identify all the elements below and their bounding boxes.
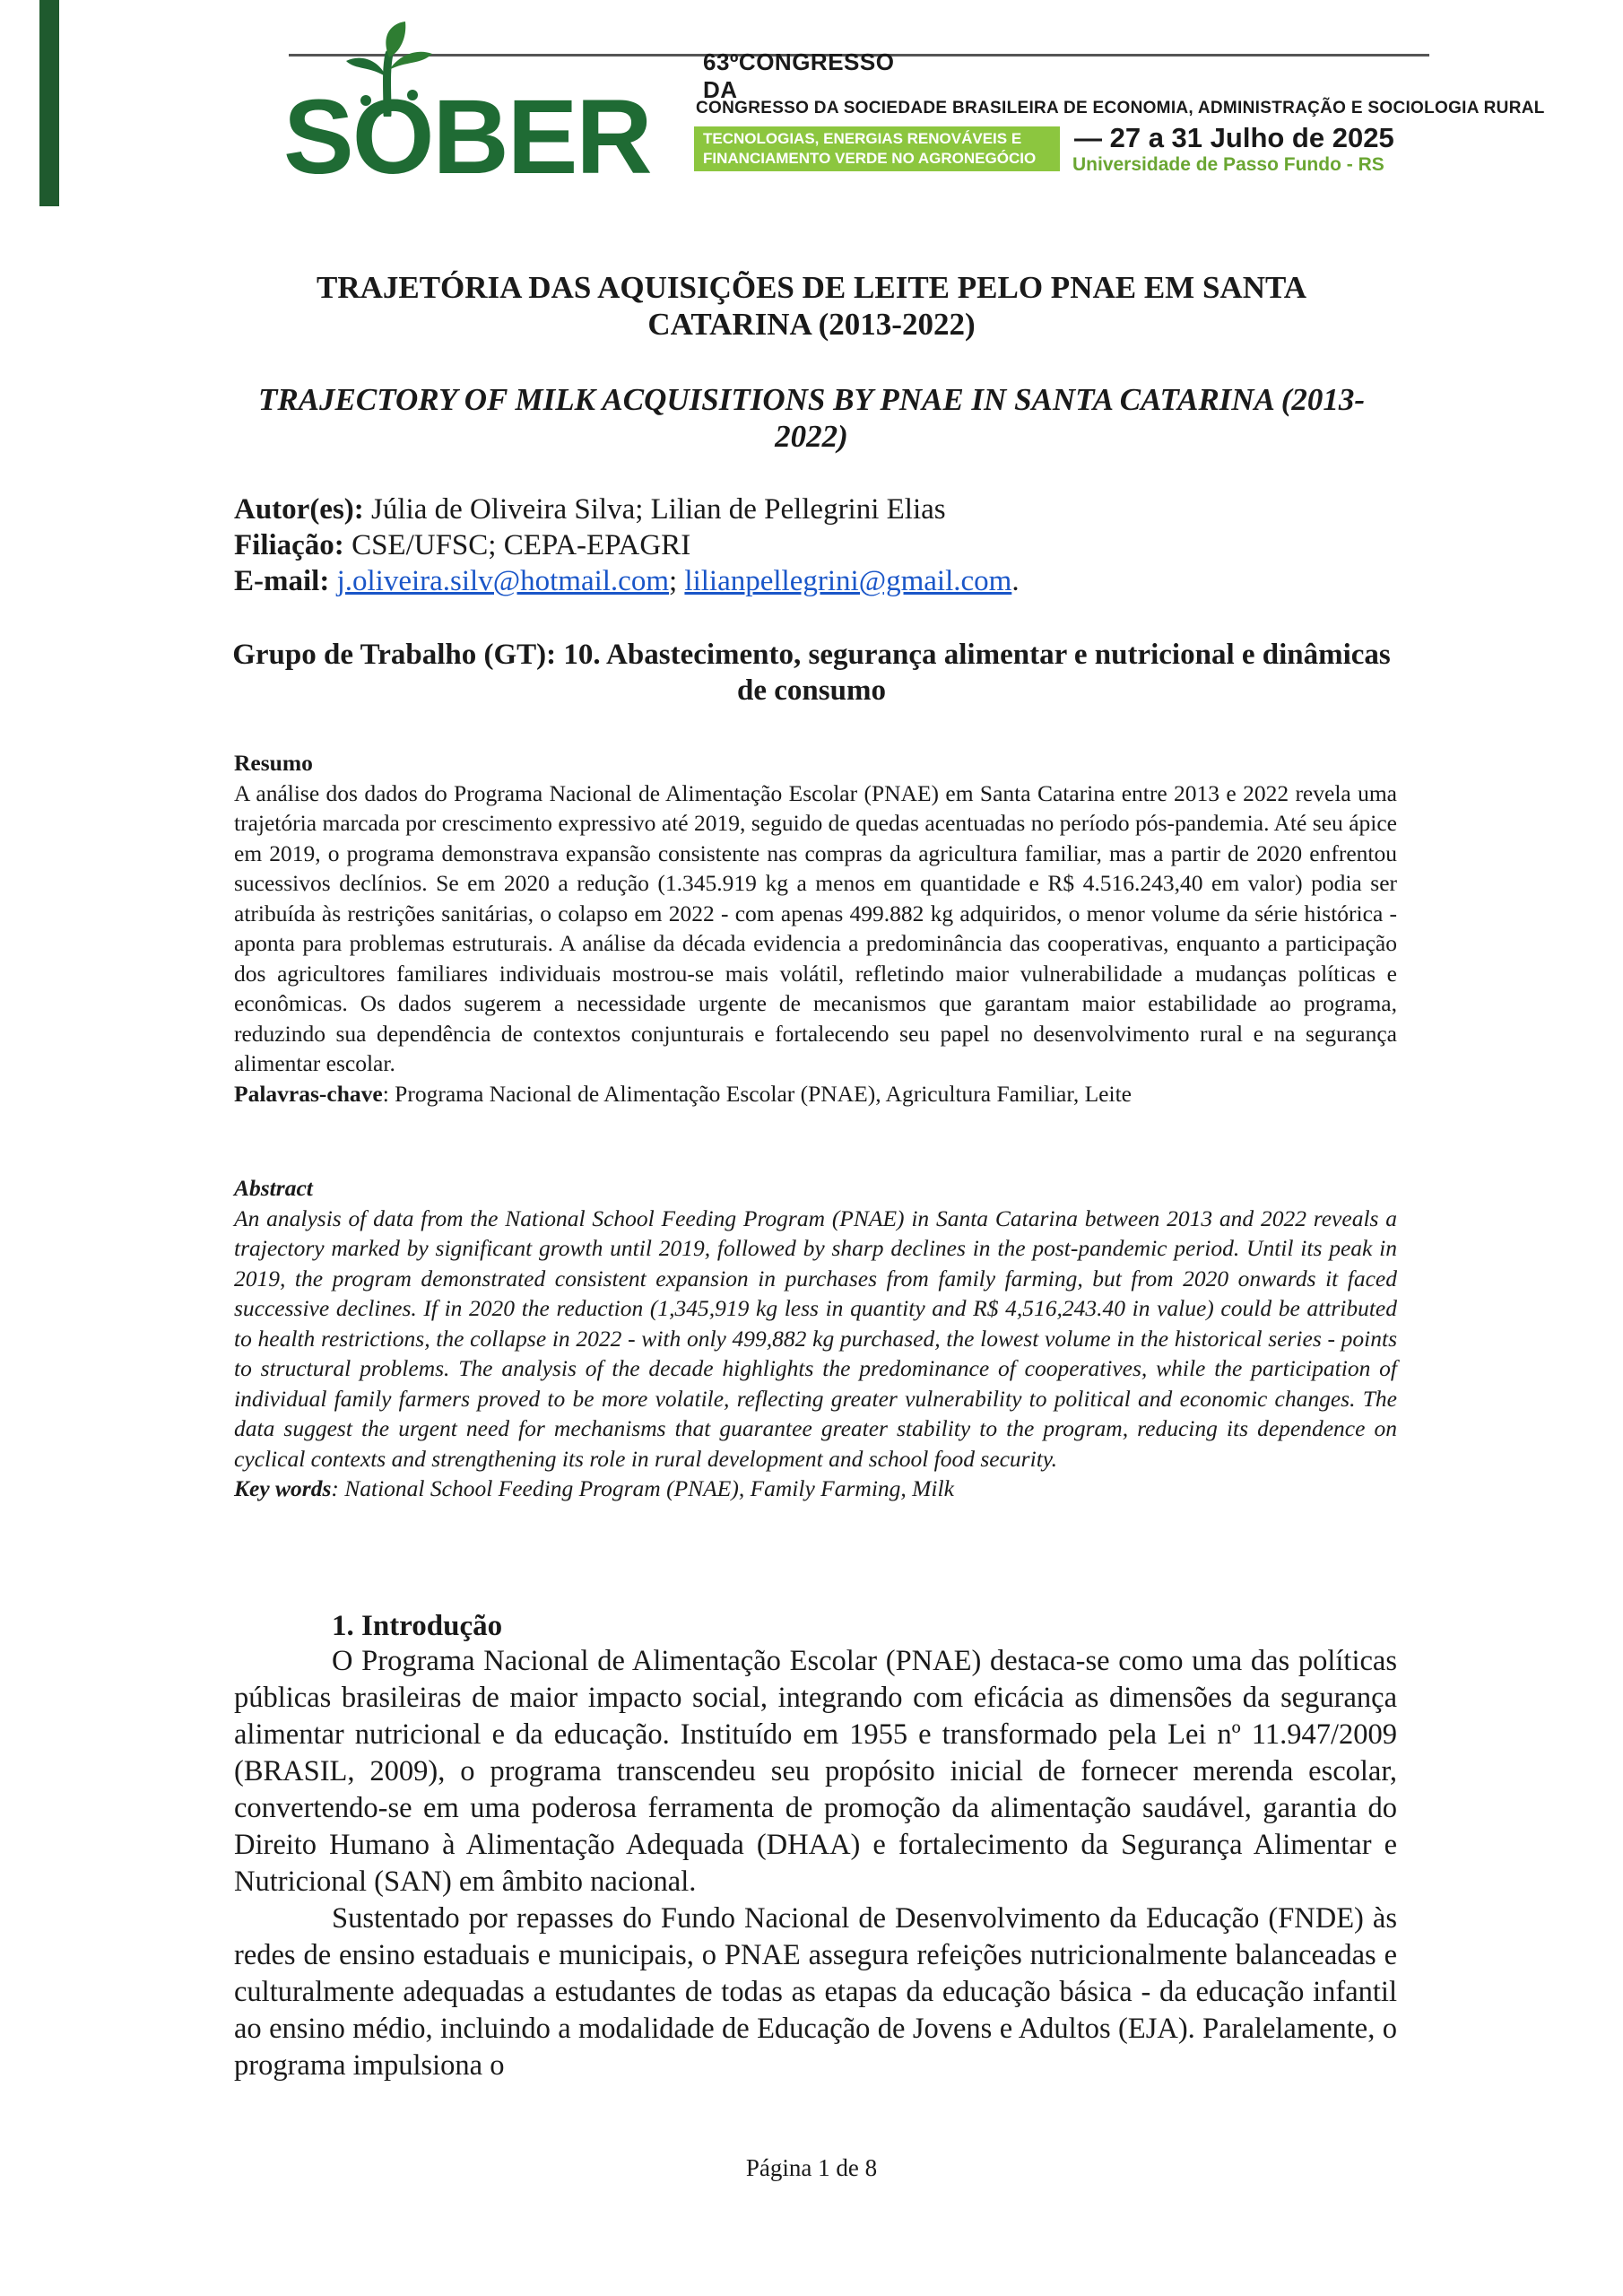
affiliation-label: Filiação: xyxy=(234,529,344,561)
abstract-keywords xyxy=(234,1474,1397,1504)
resumo-keywords xyxy=(234,1079,1397,1109)
title-english: TRAJECTORY OF MILK ACQUISITIONS BY PNAE IN SANTA CATARINA (2013-2022) xyxy=(257,382,1366,454)
introduction-paragraph-1: O Programa Nacional de Alimentação Escolar (PNAE) destaca-se como uma das políticas públicas brasileiras de maior impacto social, integrando com eficácia as dimensões da segurança alimentar nutricional e da educação. Instituído em 1955 e transformado pela Lei nº 11.947/2009 (BRASIL, 2009), o programa transcendeu seu propósito inicial de fornecer merenda escolar, convertendo-se em uma poderosa ferramenta de promoção da alimentação saudável, garantia do Direito Humano à Alimentação Adequada (DHAA) e fortalecimento da Segurança Alimentar e Nutricional (SAN) em âmbito nacional. xyxy=(234,1645,1397,1898)
email-end: . xyxy=(1011,565,1020,597)
introduction-body xyxy=(234,1643,1397,2084)
event-venue: Universidade de Passo Fundo - RS xyxy=(1072,154,1384,175)
email-separator: ; xyxy=(669,565,685,597)
logo-wordmark: SOBER xyxy=(283,78,651,196)
abstract-heading: Abstract xyxy=(234,1175,313,1201)
resumo-text: A análise dos dados do Programa Nacional de Alimentação Escolar (PNAE) em Santa Catarina entre 2013 e 2022 revela uma trajetória marcada por crescimento expressivo até 2019, seguido de quedas acentuadas no período pós-pandemia. Até seu ápice em 2019, o programa demonstrava expansão consistente nas compras da agricultura familiar, mas a partir de 2020 enfrentou sucessivos declínios. Se em 2020 a redução (1.345.919 kg a menos em quantidade e R$ 4.516.243,40 em valor) podia ser atribuída às restrições sanitárias, o colapso em 2022 - com apenas 499.882 kg adquiridos, o menor volume da série histórica - aponta para problemas estruturais. A análise da década evidencia a predominância das cooperativas, enquanto a participação dos agricultores familiares individuais mostrou-se mais volátil, refletindo maior vulnerabilidade a mudanças políticas e econômicas. Os dados sugerem a necessidade urgente de mecanismos que garantam maior estabilidade ao programa, reduzindo sua dependência de contextos conjunturais e fortalecendo seu papel no desenvolvimento rural e na segurança alimentar escolar. xyxy=(234,779,1397,1076)
authors-label: Autor(es): xyxy=(234,493,364,526)
email-line xyxy=(234,563,1020,599)
abstract-text: An analysis of data from the National School Feeding Program (PNAE) in Santa Catarina between 2013 and 2022 reveals a trajectory marked by significant growth until 2019, followed by sharp declines in the post-pandemic period. Until its peak in 2019, the program demonstrated consistent expansion in purchases from family farming, but from 2020 onwards it faced successive declines. If in 2020 the reduction (1,345,919 kg less in quantity and R$ 4,516,243.40 in value) could be attributed to health restrictions, the collapse in 2022 - with only 499,882 kg purchased, the lowest volume in the historical series - points to structural problems. The analysis of the decade highlights the predominance of cooperatives, while the participation of individual family farmers proved to be more volatile, reflecting greater vulnerability to political and economic changes. The data suggest the urgent need for mechanisms that guarantee greater stability to the program, reducing its dependence on cyclical contexts and strengthening its role in rural development and school food security. xyxy=(234,1205,1397,1472)
email-label: E-mail: xyxy=(234,565,330,597)
abstract-keywords-label: Key words xyxy=(234,1475,332,1501)
abstract-section xyxy=(234,1173,1397,1504)
affiliation-value: CSE/UFSC; CEPA-EPAGRI xyxy=(343,529,691,561)
theme-line-2: FINANCIAMENTO VERDE NO AGRONEGÓCIO xyxy=(703,150,1037,167)
authors-value: Júlia de Oliveira Silva; Lilian de Pellegrini Elias xyxy=(363,493,946,526)
resumo-keywords-label: Palavras-chave xyxy=(234,1080,383,1107)
theme-line-1: TECNOLOGIAS, ENERGIAS RENOVÁVEIS E xyxy=(703,130,1022,147)
congress-label: 63ºCONGRESSO DA xyxy=(703,48,895,103)
working-group: Grupo de Trabalho (GT): 10. Abastecimento, segurança alimentar e nutricional e dinâmicas de consumo xyxy=(232,639,1391,707)
left-accent-bar xyxy=(39,0,59,206)
title-portuguese: TRAJETÓRIA DAS AQUISIÇÕES DE LEITE PELO PNAE EM SANTA CATARINA (2013-2022) xyxy=(316,270,1307,342)
introduction-paragraph-2: Sustentado por repasses do Fundo Nacional de Desenvolvimento da Educação (FNDE) às redes de ensino estaduais e municipais, o PNAE assegura refeições nutricionalmente balanceadas e culturalmente adequadas a estudantes de todas as etapas da educação básica - da educação infantil ao ensino médio, incluindo a modalidade de Educação de Jovens e Adultos (EJA). Paralelamente, o programa impulsiona o xyxy=(234,1902,1397,2082)
email-link-2[interactable]: lilianpellegrini@gmail.com xyxy=(684,565,1012,597)
event-dates: — 27 a 31 Julho de 2025 xyxy=(1074,122,1394,153)
theme-banner xyxy=(694,126,1060,171)
organization-name: CONGRESSO DA SOCIEDADE BRASILEIRA DE ECONOMIA, ADMINISTRAÇÃO E SOCIOLOGIA RURAL xyxy=(696,99,1545,117)
resumo-section xyxy=(234,748,1397,1109)
authors-line xyxy=(234,491,946,527)
page-number: Página 1 de 8 xyxy=(745,2154,878,2181)
email-link-1[interactable]: j.oliveira.silv@hotmail.com xyxy=(336,565,669,597)
resumo-keywords-value: : Programa Nacional de Alimentação Escolar (PNAE), Agricultura Familiar, Leite xyxy=(382,1080,1132,1107)
abstract-keywords-value: : National School Feeding Program (PNAE), Family Farming, Milk xyxy=(331,1475,954,1501)
resumo-heading: Resumo xyxy=(234,750,313,776)
affiliation-line xyxy=(234,527,690,563)
section-heading-introduction: 1. Introdução xyxy=(332,1610,503,1642)
